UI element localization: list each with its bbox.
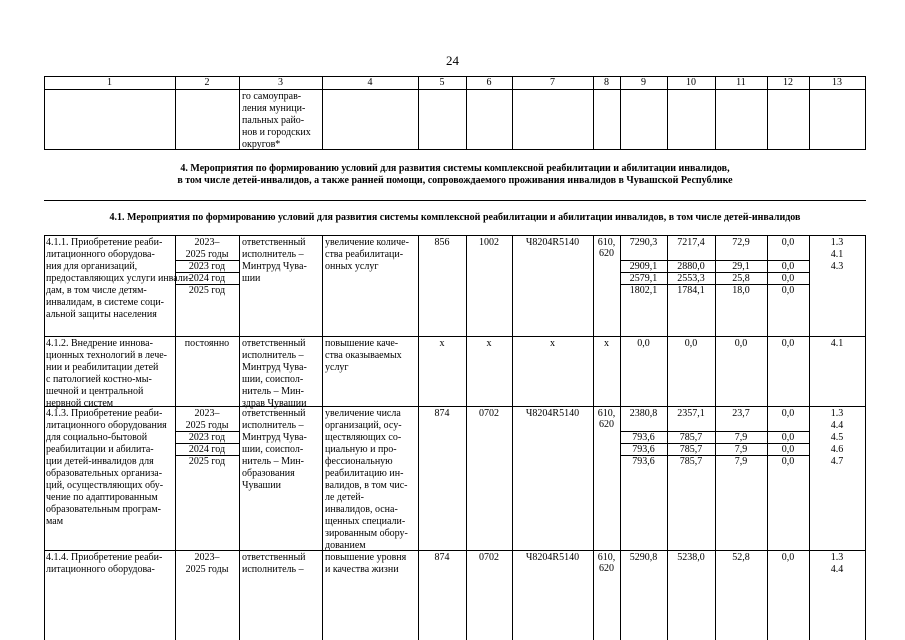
row-separator	[44, 149, 866, 150]
row-4-1-3-c9: 2380,8 793,6 793,6 793,6	[629, 408, 658, 467]
row-4-1-3-c8: 610, 620	[597, 408, 616, 431]
row-4-1-1-c10: 7217,4 2880,0 2553,3 1784,1	[677, 237, 705, 296]
col-line	[865, 76, 866, 149]
row-4-1-1-c11: 72,9 29,1 25,8 18,0	[732, 237, 750, 296]
row-4-1-3-name: 4.1.3. Приобретение реаби- литационного оборудования для социально-бытовой реабилитации и абилита- ции детей-инвалидов для образовательных организа- ций, осуществляющих обу- чение по адаптированным образовательным програм- мам	[46, 408, 167, 527]
row-4-1-1-result: увеличение количе- ства реабилитаци- онных услуг	[325, 237, 409, 272]
row-4-1-1-executor: ответственный исполнитель – Минтруд Чува- шии	[242, 237, 307, 284]
row-4-1-4-c6: 0702	[479, 552, 499, 563]
row-4-1-3-years: 2023– 2025 годы 2023 год 2024 год 2025 год	[185, 408, 229, 467]
row-4-1-2-result: повышение каче- ства оказываемых услуг	[325, 338, 402, 373]
col-line	[418, 235, 419, 640]
col-header: 4	[367, 77, 373, 88]
col-line	[322, 235, 323, 640]
row-4-1-4-c10: 5238,0	[677, 552, 705, 563]
row-4-1-3-result: увеличение числа организаций, осу- ществляющих со- циальную и про- фессиональную реабилитацию ин- валидов, в том чис- ле детей- инвалидов, осна- щенных специали- зированным обору- дованием	[325, 408, 408, 551]
col-header: 12	[783, 77, 793, 88]
row-4-1-2-c11: 0,0	[734, 338, 748, 349]
row-4-1-1-c5: 856	[434, 237, 450, 248]
row-4-1-3-c13: 1.3 4.4 4.5 4.6 4.7	[830, 408, 844, 467]
row-4-1-4-c11: 52,8	[732, 552, 750, 563]
row-4-1-3-c6: 0702	[479, 408, 499, 419]
row-4-1-1-c13: 1.3 4.1 4.3	[830, 237, 844, 272]
row-4-1-1-name: 4.1.1. Приобретение реаби- литационного оборудова- ния для организаций, предоставляющих услуги инвали- дам, в том числе детям- инвалидам, в системе соци- альной защиты населения	[46, 237, 192, 320]
row-4-1-1-c8: 610, 620	[597, 237, 616, 260]
row-4-1-4-c5: 874	[434, 552, 450, 563]
row-4-1-1-c12: 0,0 0,0 0,0 0,0	[781, 237, 795, 296]
row-4-1-2-c13: 4.1	[830, 338, 844, 349]
col-header: 6	[486, 77, 492, 88]
header-bottom-border	[44, 89, 866, 90]
col-line	[512, 235, 513, 640]
row-4-1-4-years: 2023– 2025 годы	[185, 552, 229, 575]
row-4-1-4-c8: 610, 620	[597, 552, 616, 575]
col-header: 1	[107, 77, 112, 88]
col-header: 2	[204, 77, 210, 88]
row-4-1-2-executor: ответственный исполнитель – Минтруд Чува- шии, соиспол- нитель – Мин- здрав Чувашии	[242, 338, 307, 409]
row-4-1-3-executor: ответственный исполнитель – Минтруд Чува- шии, соиспол- нитель – Мин- образования Чувашии	[242, 408, 307, 491]
row-4-1-3-c5: 874	[434, 408, 450, 419]
row-4-1-2-c12: 0,0	[781, 338, 795, 349]
col-line	[865, 235, 866, 640]
row-4-1-4-c12: 0,0	[781, 552, 795, 563]
section-4-heading: 4. Мероприятия по формированию условий для развития системы комплексной реабилитации и абилитации инвалидов, в том числе детей-инвалидов, а также ранней помощи, сопровождаемого проживания инвалидов в Чувашской Республике	[177, 163, 733, 186]
col-header: 8	[604, 77, 609, 88]
row-separator	[44, 235, 866, 236]
row-4-1-2-c10: 0,0	[684, 338, 698, 349]
row-4-1-3-c12: 0,0 0,0 0,0 0,0	[781, 408, 795, 467]
page-number: 24	[446, 53, 459, 68]
col-line	[593, 235, 594, 640]
section-4-1-heading: 4.1. Мероприятия по формированию условий для развития системы комплексной реабилитации и абилитации инвалидов, в том числе детей-инвалидов	[109, 212, 801, 223]
row-4-1-4-executor: ответственный исполнитель –	[242, 552, 306, 575]
row-4-1-4-c9: 5290,8	[629, 552, 658, 563]
row-separator	[44, 200, 866, 201]
row-4-1-2-c5: x	[439, 338, 445, 349]
col-header: 9	[641, 77, 646, 88]
row-4-1-1-c6: 1002	[479, 237, 499, 248]
row-4-1-3-c11: 23,7 7,9 7,9 7,9	[732, 408, 750, 467]
col-header: 3	[278, 77, 283, 88]
row-4-1-3-c10: 2357,1 785,7 785,7 785,7	[677, 408, 705, 467]
year-box	[175, 443, 240, 456]
row-4-1-4-name: 4.1.4. Приобретение реаби- литационного оборудова-	[46, 552, 163, 575]
row-4-1-1-years: 2023– 2025 годы 2023 год 2024 год 2025 год	[185, 237, 229, 296]
row-separator	[44, 550, 866, 551]
row-4-1-2-c8: x	[604, 338, 609, 349]
col-header: 5	[439, 77, 445, 88]
row-4-1-3-c7: Ч8204R5140	[525, 408, 580, 419]
row-4-1-2-name: 4.1.2. Внедрение иннова- ционных технологий в лече- нии и реабилитации детей с патологией костно-мы- шечной и центральной нервной систем	[46, 338, 168, 409]
col-header: 11	[736, 77, 746, 88]
cont-executor-cell: го самоуправ- ления муници- пальных райо- нов и городских округов*	[242, 91, 311, 150]
row-4-1-4-c13: 1.3 4.4	[830, 552, 844, 575]
program-table	[44, 76, 866, 640]
row-4-1-2-years: постоянно	[184, 338, 230, 349]
col-header: 7	[550, 77, 555, 88]
row-4-1-2-c6: x	[486, 338, 492, 349]
row-4-1-4-c7: Ч8204R5140	[525, 552, 580, 563]
col-header: 10	[686, 77, 696, 88]
row-4-1-1-c9: 7290,3 2909,1 2579,1 1802,1	[629, 237, 658, 296]
row-4-1-2-c7: x	[550, 338, 555, 349]
col-line	[44, 235, 45, 640]
row-4-1-4-result: повышение уровня и качества жизни	[325, 552, 407, 575]
col-line	[466, 235, 467, 640]
row-4-1-1-c7: Ч8204R5140	[525, 237, 580, 248]
year-box	[175, 272, 240, 285]
row-4-1-2-c9: 0,0	[637, 338, 650, 349]
row-separator	[44, 336, 866, 337]
col-header: 13	[832, 77, 842, 88]
